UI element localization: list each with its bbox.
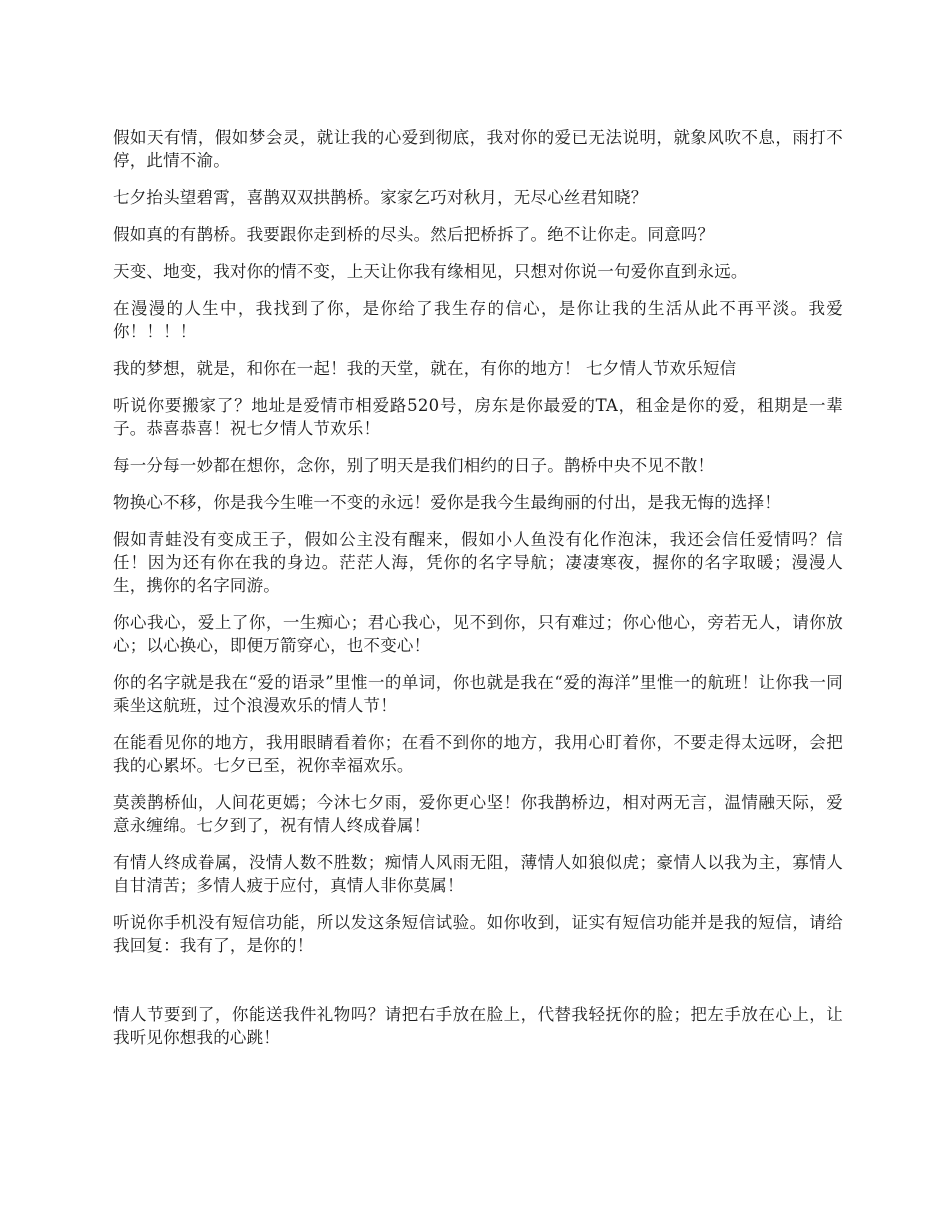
paragraph: 听说你手机没有短信功能，所以发这条短信试验。如你收到，证实有短信功能并是我的短信，请给我回复：我有了，是你的！ [113, 913, 843, 955]
paragraph: 听说你要搬家了？地址是爱情市相爱路520号，房东是你最爱的TA，租金是你的爱，租期是一辈子。恭喜恭喜！祝七夕情人节欢乐！ [113, 396, 843, 438]
paragraph: 在能看见你的地方，我用眼睛看着你；在看不到你的地方，我用心盯着你，不要走得太远呀，会把我的心累坏。七夕已至，祝你幸福欢乐。 [113, 733, 843, 775]
document-page [113, 126, 843, 1063]
paragraph: 假如青蛙没有变成王子，假如公主没有醒来，假如小人鱼没有化作泡沫，我还会信任爱情吗？信任！因为还有你在我的身边。茫茫人海，凭你的名字导航；凄凄寒夜，握你的名字取暖；漫漫人生，携你的名字同游。 [113, 530, 843, 595]
paragraph: 在漫漫的人生中，我找到了你，是你给了我生存的信心，是你让我的生活从此不再平淡。我爱你！！！！ [113, 299, 843, 341]
paragraph: 每一分每一妙都在想你，念你，别了明天是我们相约的日子。鹊桥中央不见不散！ [113, 456, 715, 475]
paragraph: 有情人终成眷属，没情人数不胜数；痴情人风雨无阻，薄情人如狼似虎；豪情人以我为主，寡情人自甘清苦；多情人疲于应付，真情人非你莫属！ [113, 853, 843, 895]
paragraph: 我的梦想，就是，和你在一起！我的天堂，就在，有你的地方！ 七夕情人节欢乐短信 [113, 359, 737, 378]
paragraph: 物换心不移，你是我今生唯一不变的永远！爱你是我今生最绚丽的付出，是我无悔的选择！ [113, 493, 781, 512]
paragraph: 假如天有情，假如梦会灵，就让我的心爱到彻底，我对你的爱已无法说明，就象风吹不息，雨打不停，此情不渝。 [113, 128, 843, 170]
paragraph: 假如真的有鹊桥。我要跟你走到桥的尽头。然后把桥拆了。绝不让你走。同意吗？ [113, 225, 715, 244]
paragraph: 你的名字就是我在“爱的语录”里惟一的单词，你也就是我在“爱的海洋”里惟一的航班！让你我一同乘坐这航班，过个浪漫欢乐的情人节！ [113, 673, 843, 715]
paragraph: 莫羡鹊桥仙，人间花更嫣；今沐七夕雨，爱你更心坚！你我鹊桥边，相对两无言，温情融天际，爱意永缠绵。七夕到了，祝有情人终成眷属！ [113, 793, 843, 835]
paragraph: 天变、地变，我对你的情不变，上天让你我有缘相见，只想对你说一句爱你直到永远。 [113, 262, 748, 281]
paragraph: 你心我心，爱上了你，一生痴心；君心我心，见不到你，只有难过；你心他心，旁若无人，请你放心；以心换心，即便万箭穿心，也不变心！ [113, 613, 843, 655]
paragraph: 七夕抬头望碧霄，喜鹊双双拱鹊桥。家家乞巧对秋月，无尽心丝君知晓？ [113, 188, 648, 207]
paragraph: 情人节要到了，你能送我件礼物吗？请把右手放在脸上，代替我轻抚你的脸；把左手放在心上，让我听见你想我的心跳！ [113, 1005, 843, 1047]
